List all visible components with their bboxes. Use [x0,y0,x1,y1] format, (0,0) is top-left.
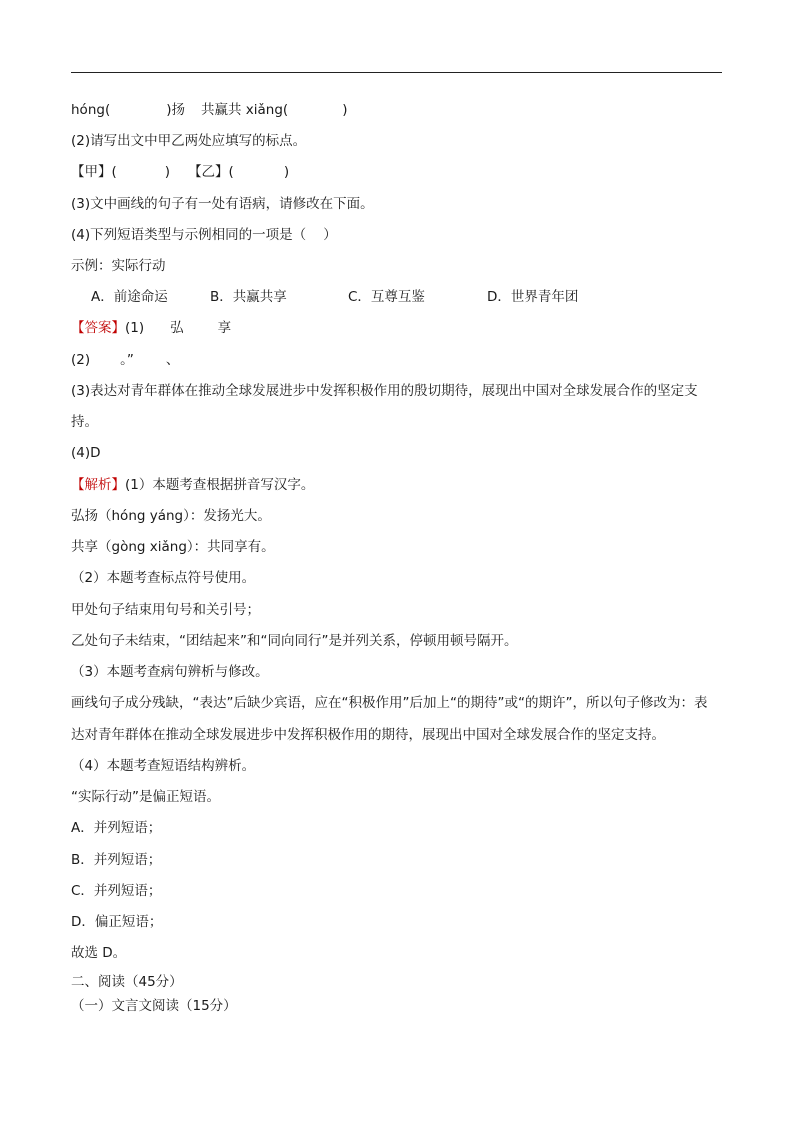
answer-2-punct-1: 。” [120,352,134,368]
header-rule [71,72,722,73]
pinyin-xiang-end: ) [342,102,348,118]
question-4: (4)下列短语类型与示例相同的一项是（ ） [71,227,337,243]
analysis-line: D．偏正短语； [71,914,163,930]
answer-line-1 [71,318,231,338]
analysis-line: B．并列短语； [71,852,162,868]
answer-label: 【答案】 [71,320,125,336]
analysis-line: （4）本题考查短语结构辨析。 [71,758,256,774]
analysis-line: A．并列短语； [71,820,162,836]
blank-yi-end: ) [283,164,290,180]
section-heading-reading: 二、阅读（45分） [71,974,183,990]
subsection-heading-classical: （一）文言文阅读（15分） [71,998,237,1014]
answer-1-word-1: 弘 [170,320,184,336]
question-3: (3)文中画线的句子有一处有语病，请修改在下面。 [71,196,374,212]
option-d: D．世界青年团 [487,289,579,305]
answer-line-2 [71,350,179,370]
analysis-line: 故选 D。 [71,945,127,961]
analysis-line-1 [71,475,314,495]
blank-jia: 【甲】( [71,164,117,180]
answer-1-num: (1) [125,320,145,336]
example-line: 示例：实际行动 [71,258,166,274]
analysis-line: 画线句子成分残缺，“表达”后缺少宾语，应在“积极作用”后加上“的期待”或“的期许”，所以句子修改为：表 [71,695,708,711]
analysis-line: 弘扬（hóng yáng）：发扬光大。 [71,508,271,524]
analysis-line: “实际行动”是偏正短语。 [71,789,220,805]
answer-4: (4)D [71,445,101,461]
question-2: (2)请写出文中甲乙两处应填写的标点。 [71,133,307,149]
analysis-line: 共享（gòng xiǎng）：共同享有。 [71,539,275,555]
analysis-line: C．并列短语； [71,883,162,899]
analysis-first: (1）本题考查根据拼音写汉字。 [125,477,315,493]
pinyin-xiang: 共赢共 xiǎng( [201,102,289,118]
analysis-label: 【解析】 [71,477,125,493]
answer-3-line-1: (3)表达对青年群体在推动全球发展进步中发挥积极作用的殷切期待，展现出中国对全球发展合作的坚定支 [71,383,698,399]
option-b: B．共赢共享 [210,289,287,305]
answer-3-line-2: 持。 [71,414,98,430]
analysis-line: （2）本题考查标点符号使用。 [71,570,256,586]
analysis-line: 达对青年群体在推动全球发展进步中发挥积极作用的期待，展现出中国对全球发展合作的坚定支持。 [71,727,665,743]
q1-pinyin-line [71,100,347,120]
pinyin-hong-end: )扬 [166,102,185,118]
analysis-line: 乙处句子未结束，“团结起来”和“同向同行”是并列关系，停顿用顿号隔开。 [71,633,518,649]
analysis-line: （3）本题考查病句辨析与修改。 [71,664,269,680]
blank-jia-end: ) [164,164,171,180]
q2-blanks [71,162,289,182]
answer-2-punct-2: 、 [165,352,180,368]
blank-yi: 【乙】( [188,164,234,180]
answer-2-num: (2) [71,352,91,368]
pinyin-hong: hóng( [71,102,111,118]
answer-1-word-2: 享 [217,320,232,336]
option-c: C．互尊互鉴 [348,289,425,305]
analysis-line: 甲处句子结束用句号和关引号； [71,602,260,618]
option-a: A．前途命运 [91,289,168,305]
